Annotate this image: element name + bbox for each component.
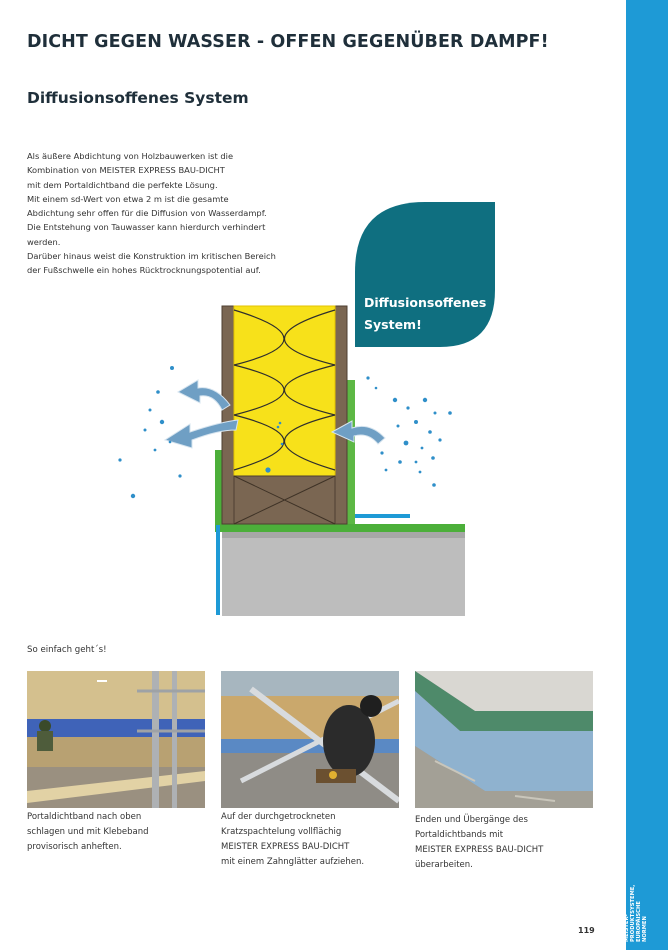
outer-board <box>347 380 355 524</box>
blue-strip <box>216 525 220 615</box>
badge-line-1: Diffusionsoffenes <box>364 295 487 310</box>
intro-line: Die Entstehung von Tauwasser kann hierdurch verhindert <box>27 222 266 233</box>
step-photo-2 <box>221 671 399 808</box>
caption-line: Portaldichtbands mit <box>415 830 504 840</box>
intro-line: Abdichtung sehr offen für die Diffusion von Wasserdampf. <box>27 208 267 219</box>
caption-line: provisorisch anheften. <box>27 842 122 852</box>
side-tab-label: MEISTER- PRODUKTSYSTEME, EUROPÄISCHE NORMEN <box>624 884 648 942</box>
caption-line: Portaldichtband nach oben <box>27 812 142 822</box>
caption-line: MEISTER EXPRESS BAU-DICHT <box>415 845 544 855</box>
step-caption-1 <box>27 810 149 855</box>
page-title: DICHT GEGEN WASSER - OFFEN GEGENÜBER DAMPF! <box>27 32 549 52</box>
concrete-base <box>222 532 465 616</box>
step-caption-2 <box>221 810 364 870</box>
section-title: Diffusionsoffenes System <box>27 89 249 107</box>
intro-line: Mit einem sd-Wert von etwa 2 m ist die gesamte <box>27 193 229 204</box>
step-caption-3 <box>415 813 543 873</box>
caption-line: schlagen und mit Klebeband <box>27 827 149 837</box>
intro-line: der Fußschwelle ein hohes Rücktrocknungspotential auf. <box>27 265 261 276</box>
side-tab <box>626 0 668 950</box>
step-photo-3 <box>415 671 593 808</box>
concrete-top-edge <box>222 532 465 538</box>
caption-line: MEISTER EXPRESS BAU-DICHT <box>221 842 350 852</box>
caption-line: mit einem Zahnglätter aufziehen. <box>221 857 365 867</box>
wood-post-left <box>222 306 234 524</box>
caption-line: Kratzspachtelung vollflächig <box>221 827 342 837</box>
intro-line: Darüber hinaus weist die Konstruktion im kritischen Bereich <box>27 251 276 262</box>
intro-line: mit dem Portaldichtband die perfekte Lösung. <box>27 179 218 190</box>
caption-line: Auf der durchgetrockneten <box>221 812 336 822</box>
badge-line-2: System! <box>364 317 422 332</box>
steps-heading: So einfach geht´s! <box>27 645 107 655</box>
page-number: 119 <box>578 926 595 935</box>
caption-line: überarbeiten. <box>415 860 473 870</box>
wall-section-diagram <box>110 200 500 620</box>
intro-line: Kombination von MEISTER EXPRESS BAU-DICHT <box>27 165 225 176</box>
step-photo-1 <box>27 671 205 808</box>
caption-line: Enden und Übergänge des <box>415 815 528 825</box>
intro-line: werden. <box>27 236 61 247</box>
intro-line: Als äußere Abdichtung von Holzbauwerken ist die <box>27 151 234 161</box>
wood-post-right <box>335 306 347 524</box>
